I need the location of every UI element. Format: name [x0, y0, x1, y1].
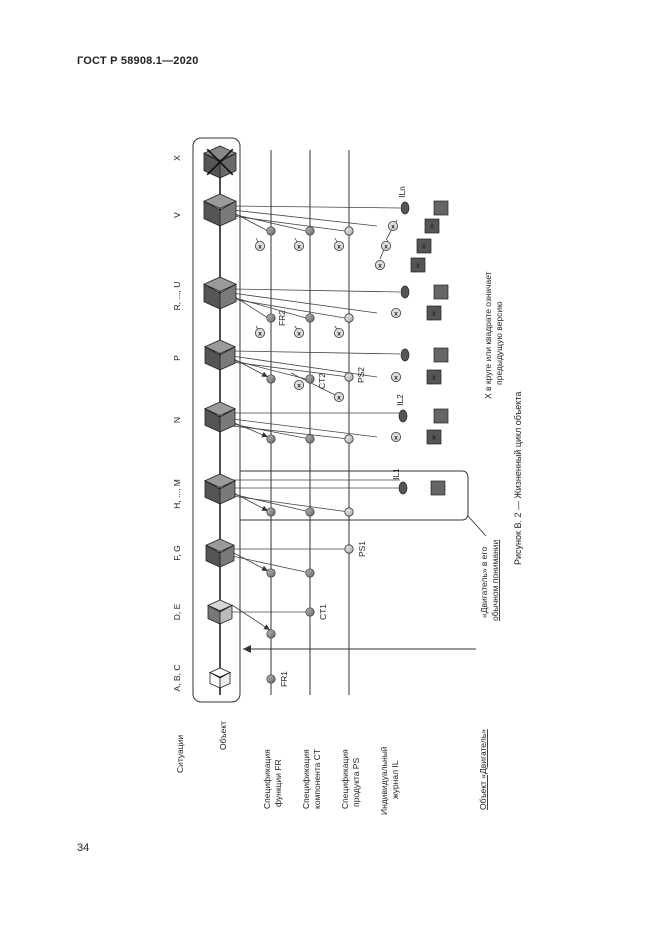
ps-node	[345, 227, 353, 235]
ct2-label: CT2	[317, 372, 327, 390]
object-cube	[205, 402, 235, 432]
situations-label: Ситуации	[175, 734, 185, 773]
object-cube	[204, 277, 236, 309]
x-square-mark: x	[430, 223, 434, 231]
fr1-label: FR1	[279, 670, 289, 688]
situation-label: N	[172, 416, 182, 424]
situation-label: A, B, C	[172, 664, 182, 692]
ct-node	[306, 375, 314, 383]
x-square-mark: x	[422, 243, 426, 251]
previous-version-circle	[391, 308, 400, 317]
il1-label: IL1	[391, 468, 401, 480]
ct-node	[306, 608, 314, 616]
x-circle-mark: x	[337, 330, 341, 338]
il-oval	[401, 202, 409, 214]
arrow-line	[232, 552, 268, 571]
link-line	[232, 206, 400, 208]
il-square	[431, 481, 445, 495]
object-cube	[206, 539, 234, 567]
arrow-line	[232, 605, 270, 630]
page-number: 34	[77, 842, 90, 854]
previous-version-circle	[388, 221, 397, 230]
x-circle-mark: x	[297, 382, 301, 390]
situation-label: H, ..., M	[172, 479, 182, 509]
ct-node	[306, 569, 314, 577]
previous-version-square	[427, 430, 441, 444]
link-line	[232, 496, 349, 512]
fr-node	[267, 569, 275, 577]
object-cube	[205, 340, 235, 370]
ct-node	[306, 227, 314, 235]
x-circle-mark: x	[394, 434, 398, 442]
previous-version-circle	[334, 241, 343, 250]
previous-version-square	[427, 370, 441, 384]
fr-node	[267, 375, 275, 383]
object-cube	[204, 146, 236, 178]
il-oval	[399, 410, 407, 422]
previous-version-circle	[294, 380, 303, 389]
fr-node	[267, 227, 275, 235]
object-cube	[204, 194, 236, 226]
ct-node	[306, 435, 314, 443]
x-circle-mark: x	[391, 223, 395, 231]
square-body	[434, 348, 448, 362]
previous-version-circle	[391, 372, 400, 381]
document-header: ГОСТ Р 58908.1—2020	[77, 55, 199, 67]
ct-spec-label-1: Спецификация	[301, 749, 311, 809]
il-square	[434, 285, 448, 299]
object-cube	[208, 600, 232, 624]
link-line	[232, 216, 345, 231]
x-circle-mark: x	[384, 243, 388, 251]
ps-node	[345, 545, 353, 553]
link-line	[232, 299, 345, 318]
ps-node	[345, 314, 353, 322]
ps-spec-label-1: Спецификация	[340, 749, 350, 809]
object-engine-label: Объект «Двигатель»	[478, 729, 488, 810]
previous-version-circle	[294, 328, 303, 337]
x-circle-mark: x	[378, 262, 382, 270]
situation-label: V	[172, 212, 182, 218]
x-circle-mark: x	[394, 374, 398, 382]
object-cube	[210, 668, 230, 688]
fr-node	[267, 675, 275, 683]
ps-spec-label-2: продукта PS	[351, 757, 361, 807]
x-circle-mark: x	[258, 243, 262, 251]
ps1-label: PS1	[357, 540, 367, 558]
previous-version-circle	[255, 328, 264, 337]
il-oval	[401, 286, 409, 298]
previous-version-square	[411, 258, 425, 272]
square-body	[434, 285, 448, 299]
ps2-label: PS2	[356, 366, 366, 384]
situation-label: D, E	[172, 603, 182, 621]
x-circle-mark: x	[297, 243, 301, 251]
ps-node	[345, 435, 353, 443]
previous-version-circle	[375, 260, 384, 269]
fr2-label: FR2	[277, 309, 287, 327]
fr-node	[267, 508, 275, 516]
engine-note-1: «Двигатель» в его	[479, 546, 489, 618]
link-line	[232, 426, 349, 439]
object-label: Объект	[218, 721, 228, 750]
ct-node	[306, 508, 314, 516]
fr-spec-label-2: функции FR	[273, 759, 283, 807]
il2-label: IL2	[395, 394, 405, 406]
version-note-1: X в круге или квадрате означает	[483, 271, 493, 399]
engine-bracket-pointer	[468, 516, 486, 536]
previous-version-circle	[391, 432, 400, 441]
previous-version-circle	[294, 241, 303, 250]
square-body	[431, 481, 445, 495]
previous-version-square	[417, 239, 431, 253]
square-body	[434, 201, 448, 215]
x-square-mark: x	[416, 262, 420, 270]
x-circle-mark: x	[297, 330, 301, 338]
previous-version-circle	[255, 241, 264, 250]
il-square	[434, 409, 448, 423]
arrowhead	[263, 624, 270, 630]
iln-label: ILn	[397, 186, 407, 198]
x-circle-mark: x	[337, 394, 341, 402]
object-cube	[205, 474, 235, 504]
il-label-2: журнал IL	[390, 760, 400, 799]
x-circle-mark: x	[337, 243, 341, 251]
x-circle-mark: x	[258, 330, 262, 338]
il-square	[434, 201, 448, 215]
link-line	[232, 289, 400, 292]
figure-caption: Рисунок В. 2 — Жизненный цикл объекта	[513, 391, 523, 565]
ct-node	[306, 314, 314, 322]
situation-label: P	[172, 355, 182, 361]
il-oval	[401, 349, 409, 361]
ps-node	[345, 373, 353, 381]
engine-note-2: обычном понимании	[490, 539, 500, 621]
square-body	[434, 409, 448, 423]
situation-label: X	[172, 155, 182, 161]
ps-node	[345, 508, 353, 516]
link-line	[232, 351, 400, 354]
previous-version-circle	[381, 241, 390, 250]
object-engine-arrowhead	[243, 645, 251, 653]
il-oval	[399, 482, 407, 494]
fr-spec-label-1: Спецификация	[262, 749, 272, 809]
situation-label: F, G	[172, 545, 182, 561]
previous-version-square	[425, 219, 439, 233]
x-circle-mark: x	[394, 310, 398, 318]
x-square-mark: x	[432, 310, 436, 318]
ct-spec-label-2: компонента CT	[312, 748, 322, 809]
previous-version-square	[427, 306, 441, 320]
previous-version-circle	[334, 328, 343, 337]
previous-version-circle	[334, 392, 343, 401]
ct1-label: CT1	[318, 603, 328, 621]
x-square-mark: x	[432, 374, 436, 382]
fr-node	[267, 314, 275, 322]
version-note-2: предыдущую версию	[494, 301, 504, 385]
situation-label: R, ..., U	[172, 281, 182, 311]
fr-node	[267, 435, 275, 443]
il-label-1: Индивидуальный	[379, 746, 389, 815]
il-square	[434, 348, 448, 362]
x-square-mark: x	[432, 434, 436, 442]
fr-node	[267, 630, 275, 638]
